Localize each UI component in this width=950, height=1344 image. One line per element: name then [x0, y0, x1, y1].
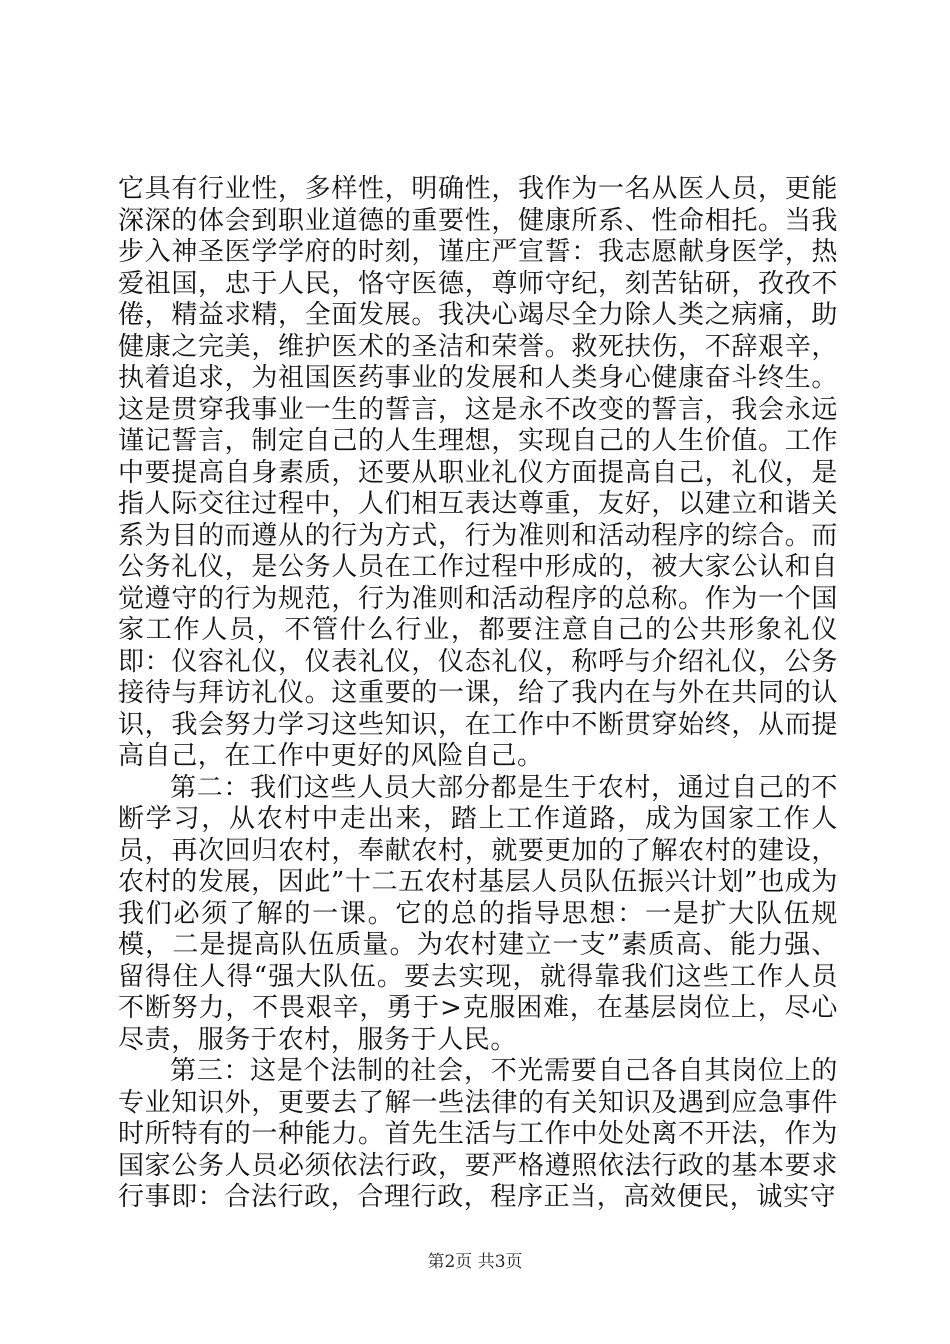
page-number-footer: 第2页 共3页 [427, 1252, 523, 1272]
paragraph-second-point: 第二：我们这些人员大部分都是生于农村，通过自己的不断学习，从农村中走出来，踏上工作道路，成为国家工作人员，再次回归农村，奉献农村，就要更加的了解农村的建设，农村的发展，因此”十二五农村基层人员队伍振兴计划”也成为我们必须了解的一课。它的总的指导思想：一是扩大队伍规模，二是提高队伍质量。为农村建立一支”素质高、能力强、留得住人得“强大队伍。要去实现，就得靠我们这些工作人员不断努力，不畏艰辛，勇于>克服困难，在基层岗位上，尽心尽责，服务于农村，服务于人民。 [118, 772, 838, 1055]
paragraph-third-point: 第三：这是个法制的社会，不光需要自己各自其岗位上的专业知识外，更要去了解一些法律的有关知识及遇到应急事件时所特有的一种能力。首先生活与工作中处处离不开法，作为国家公务人员必须依法行政，要严格遵照依法行政的基本要求行事即：合法行政，合理行政，程序正当，高效便民，诚实守 [118, 1056, 838, 1212]
document-body [118, 174, 838, 1214]
paragraph-continuation: 它具有行业性，多样性，明确性，我作为一名从医人员，更能深深的体会到职业道德的重要性，健康所系、性命相托。当我步入神圣医学学府的时刻，谨庄严宣誓：我志愿献身医学，热爱祖国，忠于人民，恪守医德，尊师守纪，刻苦钻研，孜孜不倦，精益求精，全面发展。我决心竭尽全力除人类之病痛，助健康之完美，维护医术的圣洁和荣誉。救死扶伤，不辞艰辛，执着追求，为祖国医药事业的发展和人类身心健康奋斗终生。这是贯穿我事业一生的誓言，这是永不改变的誓言，我会永远谨记誓言，制定自己的人生理想，实现自己的人生价值。工作中要提高自身素质，还要从职业礼仪方面提高自己，礼仪，是指人际交往过程中，人们相互表达尊重，友好，以建立和谐关系为目的而遵从的行为方式，行为准则和活动程序的综合。而公务礼仪，是公务人员在工作过程中形成的，被大家公认和自觉遵守的行为规范，行为准则和活动程序的总称。作为一个国家工作人员，不管什么行业，都要注意自己的公共形象礼仪即：仪容礼仪，仪表礼仪，仪态礼仪，称呼与介绍礼仪，公务接待与拜访礼仪。这重要的一课，给了我内在与外在共同的认识，我会努力学习这些知识，在工作中不断贯穿始终，从而提高自己，在工作中更好的风险自己。 [118, 174, 838, 771]
